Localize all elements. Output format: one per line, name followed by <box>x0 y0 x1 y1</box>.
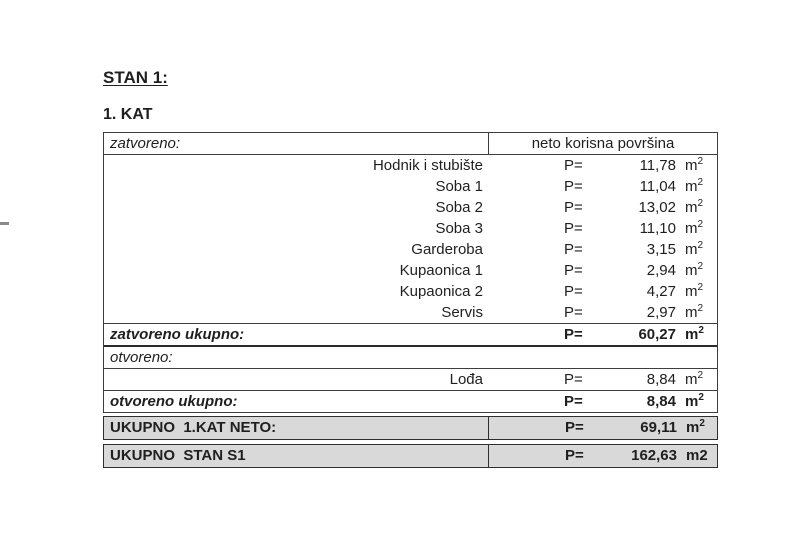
area-unit: $m^2$ <box>685 261 704 279</box>
table-row <box>104 218 717 239</box>
p-equals-label: P= <box>564 241 583 258</box>
p-equals-label: P= <box>564 220 583 237</box>
row-values <box>488 445 717 467</box>
table-row <box>104 345 717 369</box>
p-equals-label: P= <box>565 447 584 464</box>
total-row <box>103 416 718 440</box>
p-equals-label: P= <box>564 262 583 279</box>
row-label: Kupaonica 2 <box>399 283 483 300</box>
area-value: 4,27 <box>646 283 676 300</box>
area-unit: $m^2$ <box>685 392 704 410</box>
area-unit: $m^2$ <box>685 282 704 300</box>
table-row <box>104 239 717 260</box>
area-unit: $m^2$ <box>685 325 704 343</box>
row-label: Soba 3 <box>435 220 483 237</box>
table-row <box>104 369 717 390</box>
row-values <box>488 197 717 218</box>
area-value: 13,02 <box>638 199 676 216</box>
area-unit: $m^2$ <box>685 156 704 174</box>
area-table <box>103 132 718 468</box>
area-value: 69,11 <box>640 419 677 436</box>
table-row <box>104 155 717 176</box>
row-label: Soba 1 <box>435 178 483 195</box>
table-row <box>104 323 717 345</box>
table-row <box>104 176 717 197</box>
row-values <box>488 260 717 281</box>
row-label: Garderoba <box>411 241 483 258</box>
p-equals-label: P= <box>564 393 583 410</box>
row-values <box>488 302 717 323</box>
row-label: Lođa <box>449 371 483 388</box>
area-table-main <box>103 132 718 413</box>
row-label: otvoreno: <box>110 349 173 366</box>
area-value: 11,78 <box>639 157 676 174</box>
table-row <box>104 133 717 155</box>
row-label: Soba 2 <box>435 199 483 216</box>
area-value: 11,04 <box>639 178 676 195</box>
area-value: 2,94 <box>646 262 676 279</box>
row-values <box>488 239 717 260</box>
area-value: 2,97 <box>646 304 676 321</box>
row-values <box>488 176 717 197</box>
area-value: 11,10 <box>639 220 676 237</box>
floor-heading: 1. KAT <box>103 106 153 123</box>
p-equals-label: P= <box>564 304 583 321</box>
p-equals-label: P= <box>564 326 583 343</box>
area-value: 162,63 <box>631 447 677 464</box>
row-values <box>488 369 717 390</box>
p-equals-label: P= <box>564 283 583 300</box>
area-unit: $m^2$ <box>685 219 704 237</box>
row-label: zatvoreno ukupno: <box>110 326 245 343</box>
area-unit: $m^2$ <box>685 370 704 388</box>
column-header-label: neto korisna površina <box>531 135 675 152</box>
page-title: STAN 1: <box>103 68 168 87</box>
row-values <box>488 133 717 154</box>
area-unit: $m^2$ <box>685 303 704 321</box>
area-value: 3,15 <box>646 241 676 258</box>
table-row <box>104 281 717 302</box>
row-values <box>488 417 717 439</box>
row-values <box>488 391 717 412</box>
row-values <box>488 324 717 345</box>
area-table-totals <box>103 416 718 468</box>
p-equals-label: P= <box>564 371 583 388</box>
row-label: Hodnik i stubište <box>372 157 483 174</box>
table-row <box>104 390 717 412</box>
p-equals-label: P= <box>564 178 583 195</box>
area-value: 8,84 <box>646 393 676 410</box>
table-row <box>104 302 717 323</box>
page-margin-mark <box>0 222 9 225</box>
area-value: 60,27 <box>638 326 676 343</box>
p-equals-label: P= <box>565 419 584 436</box>
row-values <box>488 218 717 239</box>
total-row <box>103 444 718 468</box>
table-row <box>104 260 717 281</box>
row-label: Servis <box>441 304 483 321</box>
p-equals-label: P= <box>564 157 583 174</box>
table-row <box>104 197 717 218</box>
row-values <box>488 155 717 176</box>
area-unit: $m^2$ <box>686 418 705 436</box>
p-equals-label: P= <box>564 199 583 216</box>
row-label: UKUPNO STAN S1 <box>110 447 246 464</box>
row-label: UKUPNO 1.KAT NETO: <box>110 419 277 436</box>
row-values <box>488 281 717 302</box>
row-label: otvoreno ukupno: <box>110 393 238 410</box>
area-unit: $m^2$ <box>685 240 704 258</box>
area-unit: $m^2$ <box>685 198 704 216</box>
area-unit: m2 <box>686 447 708 464</box>
area-unit: $m^2$ <box>685 177 704 195</box>
area-value: 8,84 <box>646 371 676 388</box>
row-label: zatvoreno: <box>110 135 181 152</box>
row-label: Kupaonica 1 <box>399 262 483 279</box>
